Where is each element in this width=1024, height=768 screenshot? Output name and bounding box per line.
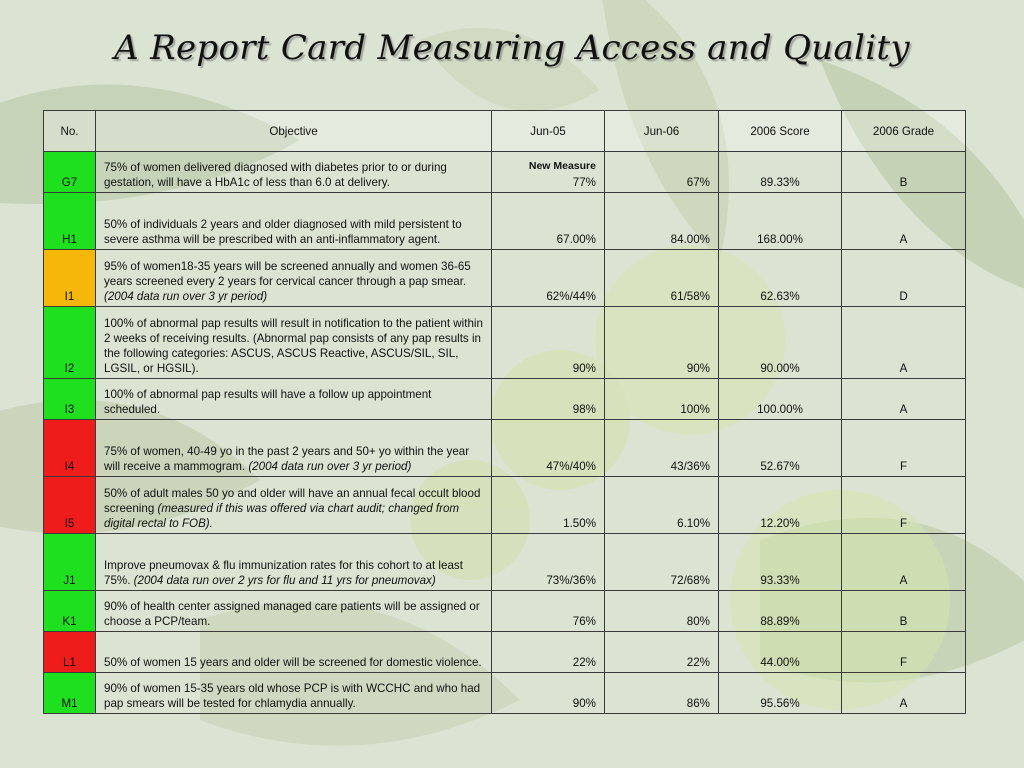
measure-number-cell: I3 [44, 379, 96, 420]
objective-cell [96, 307, 492, 379]
measure-number-cell: H1 [44, 193, 96, 250]
jun-06-cell: 84.00% [605, 193, 719, 250]
report-card-table [43, 110, 966, 714]
objective-note: (2004 data run over 2 yrs for flu and 11 yrs for pneumovax) [133, 574, 436, 587]
header-2006-score: 2006 Score [719, 111, 842, 152]
new-measure-label: New Measure [528, 160, 596, 172]
jun-05-value: 1.50% [563, 517, 596, 530]
jun-05-cell [492, 193, 605, 250]
measure-number-cell: K1 [44, 591, 96, 632]
score-cell: 52.67% [719, 420, 842, 477]
table-row [44, 250, 966, 307]
grade-cell: A [842, 307, 966, 379]
table-row [44, 152, 966, 193]
jun-05-value: 73%/36% [546, 574, 596, 587]
measure-number-cell: L1 [44, 632, 96, 673]
table-row [44, 632, 966, 673]
score-cell: 90.00% [719, 307, 842, 379]
jun-05-value: 77% [572, 176, 596, 189]
jun-06-cell: 80% [605, 591, 719, 632]
table-row [44, 379, 966, 420]
jun-05-value: 98% [572, 403, 596, 416]
jun-06-cell: 67% [605, 152, 719, 193]
table-header-row [44, 111, 966, 152]
objective-cell [96, 250, 492, 307]
measure-number-cell: I1 [44, 250, 96, 307]
jun-05-cell [492, 250, 605, 307]
objective-text: 90% of health center assigned managed care patients will be assigned or choose a PCP/team. [104, 600, 480, 628]
table-row [44, 193, 966, 250]
jun-05-cell [492, 152, 605, 193]
objective-text: Improve pneumovax & flu immunization rates for this cohort to at least 75%. [104, 559, 463, 587]
grade-cell: D [842, 250, 966, 307]
jun-05-cell [492, 307, 605, 379]
grade-cell: B [842, 591, 966, 632]
objective-cell [96, 420, 492, 477]
jun-05-value: 76% [572, 615, 596, 628]
jun-05-value: 67.00% [556, 233, 596, 246]
objective-text: 75% of women, 40-49 yo in the past 2 years and 50+ yo within the year will receive a mammogram. [104, 445, 470, 473]
header-jun-06: Jun-06 [605, 111, 719, 152]
objective-cell [96, 152, 492, 193]
grade-cell: A [842, 193, 966, 250]
jun-06-cell: 6.10% [605, 477, 719, 534]
jun-06-cell: 22% [605, 632, 719, 673]
grade-cell: A [842, 379, 966, 420]
measure-number-cell: J1 [44, 534, 96, 591]
jun-05-value: 22% [572, 656, 596, 669]
score-cell: 95.56% [719, 673, 842, 714]
objective-text: 50% of individuals 2 years and older diagnosed with mild persistent to severe asthma will be prescribed with an anti-inflammatory agent. [104, 218, 462, 246]
grade-cell: F [842, 477, 966, 534]
grade-cell: A [842, 534, 966, 591]
measure-number-cell: I2 [44, 307, 96, 379]
objective-text: 100% of abnormal pap results will have a follow up appointment scheduled. [104, 388, 432, 416]
score-cell: 12.20% [719, 477, 842, 534]
objective-text: 100% of abnormal pap results will result in notification to the patient within 2 weeks of receiving results. (Abnormal pap consists of any pap results in the following categories: ASCUS, ASCUS Reactive, ASCUS/SIL, SIL, LGSIL, or HGSIL). [104, 317, 483, 375]
jun-05-value: 90% [572, 362, 596, 375]
objective-text: 50% of women 15 years and older will be screened for domestic violence. [104, 656, 482, 669]
score-cell: 88.89% [719, 591, 842, 632]
objective-text: 75% of women delivered diagnosed with diabetes prior to or during gestation, will have a HbA1c of less than 6.0 at delivery. [104, 161, 447, 189]
table-row [44, 591, 966, 632]
header-objective: Objective [96, 111, 492, 152]
grade-cell: F [842, 420, 966, 477]
jun-06-cell: 43/36% [605, 420, 719, 477]
grade-cell: A [842, 673, 966, 714]
objective-cell [96, 379, 492, 420]
jun-05-value: 47%/40% [546, 460, 596, 473]
objective-text: 95% of women18-35 years will be screened annually and women 36-65 years screened every 2 years for cervical cancer through a pap smear. [104, 260, 471, 288]
jun-06-cell: 100% [605, 379, 719, 420]
table-row [44, 673, 966, 714]
objective-note: (2004 data run over 3 yr period) [248, 460, 412, 473]
objective-text: 90% of women 15-35 years old whose PCP is with WCCHC and who had pap smears will be tested for chlamydia annually. [104, 682, 481, 710]
score-cell: 168.00% [719, 193, 842, 250]
objective-note: (measured if this was offered via chart audit; changed from digital rectal to FOB). [104, 502, 460, 530]
score-cell: 89.33% [719, 152, 842, 193]
table-row [44, 307, 966, 379]
score-cell: 62.63% [719, 250, 842, 307]
jun-06-cell: 61/58% [605, 250, 719, 307]
grade-cell: F [842, 632, 966, 673]
measure-number-cell: G7 [44, 152, 96, 193]
header-2006-grade: 2006 Grade [842, 111, 966, 152]
jun-05-cell [492, 477, 605, 534]
slide-title: A Report Card Measuring Access and Quality [114, 28, 910, 68]
objective-note: (2004 data run over 3 yr period) [104, 290, 268, 303]
measure-number-cell: M1 [44, 673, 96, 714]
jun-05-cell [492, 591, 605, 632]
table-row [44, 420, 966, 477]
table-row [44, 534, 966, 591]
jun-05-cell [492, 632, 605, 673]
objective-cell [96, 632, 492, 673]
objective-text: 50% of adult males 50 yo and older will have an annual fecal occult blood screening [104, 487, 481, 515]
grade-cell: B [842, 152, 966, 193]
objective-cell [96, 591, 492, 632]
objective-cell [96, 534, 492, 591]
jun-05-value: 62%/44% [546, 290, 596, 303]
measure-number-cell: I4 [44, 420, 96, 477]
score-cell: 93.33% [719, 534, 842, 591]
objective-cell [96, 193, 492, 250]
header-jun-05: Jun-05 [492, 111, 605, 152]
objective-cell [96, 477, 492, 534]
jun-05-value: 90% [572, 697, 596, 710]
jun-05-cell [492, 420, 605, 477]
jun-05-cell [492, 379, 605, 420]
score-cell: 44.00% [719, 632, 842, 673]
jun-05-cell [492, 534, 605, 591]
header-no: No. [44, 111, 96, 152]
jun-06-cell: 90% [605, 307, 719, 379]
measure-number-cell: I5 [44, 477, 96, 534]
score-cell: 100.00% [719, 379, 842, 420]
jun-06-cell: 72/68% [605, 534, 719, 591]
jun-06-cell: 86% [605, 673, 719, 714]
objective-cell [96, 673, 492, 714]
table-row [44, 477, 966, 534]
jun-05-cell [492, 673, 605, 714]
